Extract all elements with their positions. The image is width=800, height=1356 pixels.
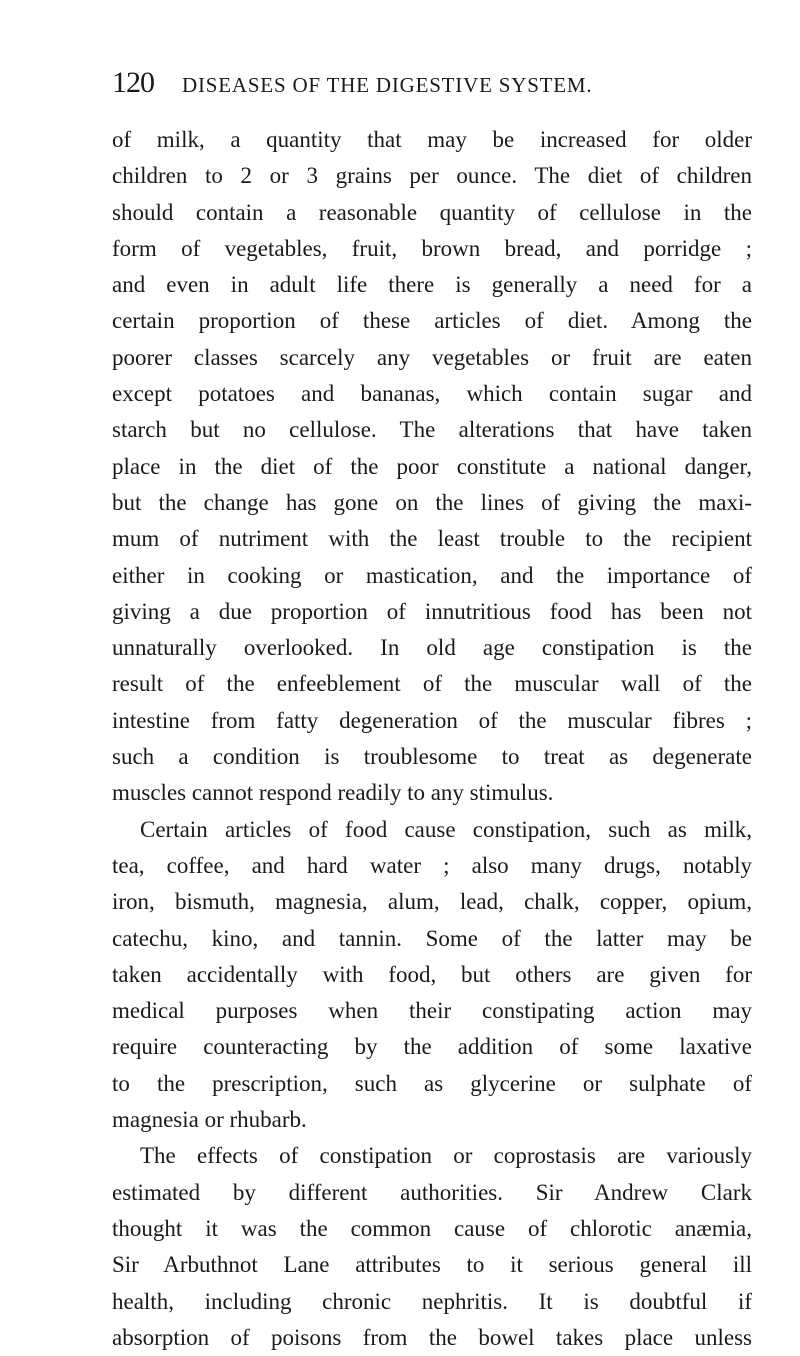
- text-line: health, including chronic nephritis. It is doubtful if: [112, 1288, 752, 1314]
- page-header: [112, 66, 712, 106]
- text-line: giving a due proportion of innutritious food has been not: [112, 598, 752, 624]
- text-line: place in the diet of the poor constitute a national danger,: [112, 453, 752, 479]
- text-line: but the change has gone on the lines of giving the maxi-: [112, 489, 752, 515]
- text-line: intestine from fatty degeneration of the muscular fibres ;: [112, 707, 752, 733]
- text-line: magnesia or rhubarb.: [112, 1107, 307, 1133]
- text-line: to the prescription, such as glycerine or sulphate of: [112, 1070, 752, 1096]
- text-line: unnaturally overlooked. In old age constipation is the: [112, 635, 752, 661]
- text-line: either in cooking or mastication, and the importance of: [112, 562, 752, 588]
- text-line: poorer classes scarcely any vegetables or fruit are eaten: [112, 344, 752, 370]
- text-line: mum of nutriment with the least trouble to the recipient: [112, 526, 752, 552]
- text-line: form of vegetables, fruit, brown bread, and porridge ;: [112, 235, 752, 261]
- page-number: 120: [112, 66, 154, 99]
- text-line: starch but no cellulose. The alterations that have taken: [112, 417, 752, 443]
- body-text: [112, 122, 752, 1356]
- text-line: thought it was the common cause of chlorotic anæmia,: [112, 1215, 752, 1241]
- text-line: tea, coffee, and hard water ; also many drugs, notably: [112, 852, 752, 878]
- text-line: muscles cannot respond readily to any stimulus.: [112, 780, 554, 806]
- text-line: medical purposes when their constipating action may: [112, 998, 752, 1024]
- text-line: catechu, kino, and tannin. Some of the latter may be: [112, 925, 752, 951]
- text-line: The effects of constipation or coprostasis are variously: [140, 1143, 752, 1169]
- text-line: require counteracting by the addition of some laxative: [112, 1034, 752, 1060]
- text-line: of milk, a quantity that may be increased for older: [112, 127, 752, 152]
- text-line: certain proportion of these articles of diet. Among the: [112, 308, 752, 334]
- text-line: iron, bismuth, magnesia, alum, lead, chalk, copper, opium,: [112, 889, 752, 915]
- text-line: Certain articles of food cause constipation, such as milk,: [140, 816, 752, 842]
- text-line: should contain a reasonable quantity of cellulose in the: [112, 199, 752, 225]
- text-line: and even in adult life there is generally a need for a: [112, 272, 752, 298]
- text-line: children to 2 or 3 grains per ounce. The diet of children: [112, 163, 752, 189]
- text-line: Sir Arbuthnot Lane attributes to it serious general ill: [112, 1252, 752, 1278]
- text-line: except potatoes and bananas, which contain sugar and: [112, 381, 752, 407]
- text-line: such a condition is troublesome to treat as degenerate: [112, 744, 752, 770]
- text-line: result of the enfeeblement of the muscular wall of the: [112, 671, 752, 697]
- running-head: DISEASES OF THE DIGESTIVE SYSTEM.: [182, 73, 593, 97]
- text-line: estimated by different authorities. Sir Andrew Clark: [112, 1179, 752, 1205]
- text-line: absorption of poisons from the bowel takes place unless: [112, 1324, 752, 1350]
- text-line: taken accidentally with food, but others are given for: [112, 961, 752, 987]
